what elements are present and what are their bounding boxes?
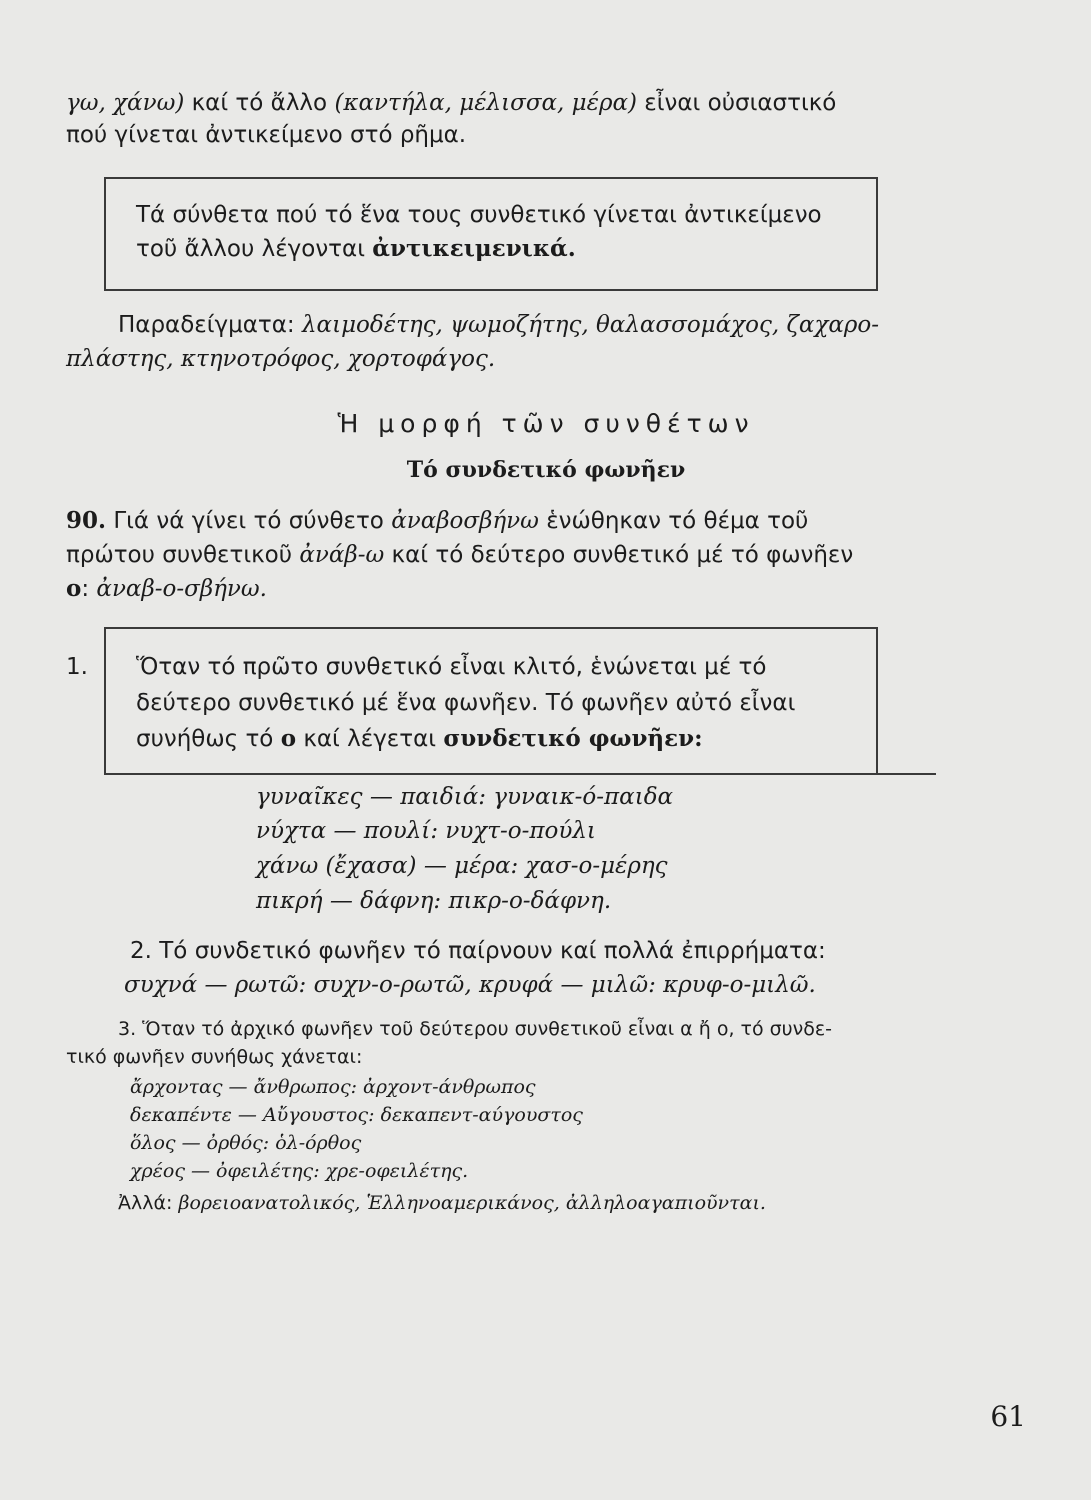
rule-2-line-1: 2. Τό συνδετικό φωνῆεν τό παίρνουν καί πολλά ἐπιρρήματα: [130,938,826,964]
term-antikeimenika: ἀντικειμενικά. [372,235,576,262]
rule-3-but-line: Ἀλλά: βορειοανατολικός, Ἑλληνοαμερικάνος, ἀλληλοαγαπιοῦνται. [118,1192,766,1214]
rule-3-example: χρέος — ὀφειλέτης: χρε-οφειλέτης. [130,1160,469,1182]
examples-line-1: Παραδείγματα: λαιμοδέτης, ψωμοζήτης, θαλασσομάχος, ζαχαρο- [118,312,880,338]
compound-example: νύχτα — πουλί: νυχτ-ο-πούλι [256,818,596,844]
compound-example: γυναῖκες — παιδιά: γυναικ-ό-παιδα [256,784,674,810]
section-subheading: Τό συνδετικό φωνῆεν [406,457,686,483]
rule-1-line-1: Ὅταν τό πρῶτο συνθετικό εἶναι κλιτό, ἑνώνεται μέ τό [136,654,767,680]
rule-2-line-2: συχνά — ρωτῶ: συχν-ο-ρωτῶ, κρυφά — μιλῶ: κρυφ-ο-μιλῶ. [124,972,816,998]
rule-3-line-1: 3. Ὅταν τό ἀρχικό φωνῆεν τοῦ δεύτερου συνθετικοῦ εἶναι α ἤ ο, τό συνδε- [118,1018,833,1040]
intro-line-1: γω, χάνω) καί τό ἄλλο (καντήλα, μέλισσα, μέρα) εἶναι οὐσιαστικό [66,90,837,116]
rule-3-example: ὅλος — ὀρθός: ὁλ-όρθος [130,1132,362,1154]
rule-1-line-3: συνήθως τό ο καί λέγεται συνδετικό φωνῆεν: [136,725,703,752]
page-number: 61 [990,1400,1026,1433]
section-heading: Ἡ μορφή τῶν συνθέτων [337,409,755,438]
definition-line-1: Τά σύνθετα πού τό ἕνα τους συνθετικό γίνεται ἀντικείμενο [136,202,822,228]
definition-line-2: τοῦ ἄλλου λέγονται ἀντικειμενικά. [136,235,576,262]
compound-example: πικρή — δάφνη: πικρ-ο-δάφνη. [256,888,612,914]
rule-3-line-2: τικό φωνῆεν συνήθως χάνεται: [66,1046,363,1068]
rule-box-underline [840,773,936,775]
rule-3-example: δεκαπέντε — Αὔγουστος: δεκαπεντ-αύγουστος [130,1104,583,1126]
rule-1-number: 1. [66,654,88,680]
paragraph-90-line-2: πρώτου συνθετικοῦ ἀνάβ-ω καί τό δεύτερο συνθετικό μέ τό φωνῆεν [66,542,854,568]
paragraph-number: 90. [66,507,107,534]
compound-example: χάνω (ἔχασα) — μέρα: χασ-ο-μέρης [256,853,668,879]
rule-1-line-2: δεύτερο συνθετικό μέ ἕνα φωνῆεν. Τό φωνῆεν αὐτό εἶναι [136,690,796,716]
intro-line-2: πού γίνεται ἀντικείμενο στό ρῆμα. [66,122,467,148]
paragraph-90-line-3: ο: ἀναβ-ο-σβήνω. [66,575,267,602]
examples-line-2: πλάστης, κτηνοτρόφος, χορτοφάγος. [66,346,496,372]
paragraph-90-line-1: 90. Γιά νά γίνει τό σύνθετο ἀναβοσβήνω ἑνώθηκαν τό θέμα τοῦ [66,507,809,534]
rule-3-example: ἄρχοντας — ἄνθρωπος: ἀρχοντ-άνθρωπος [130,1076,536,1098]
